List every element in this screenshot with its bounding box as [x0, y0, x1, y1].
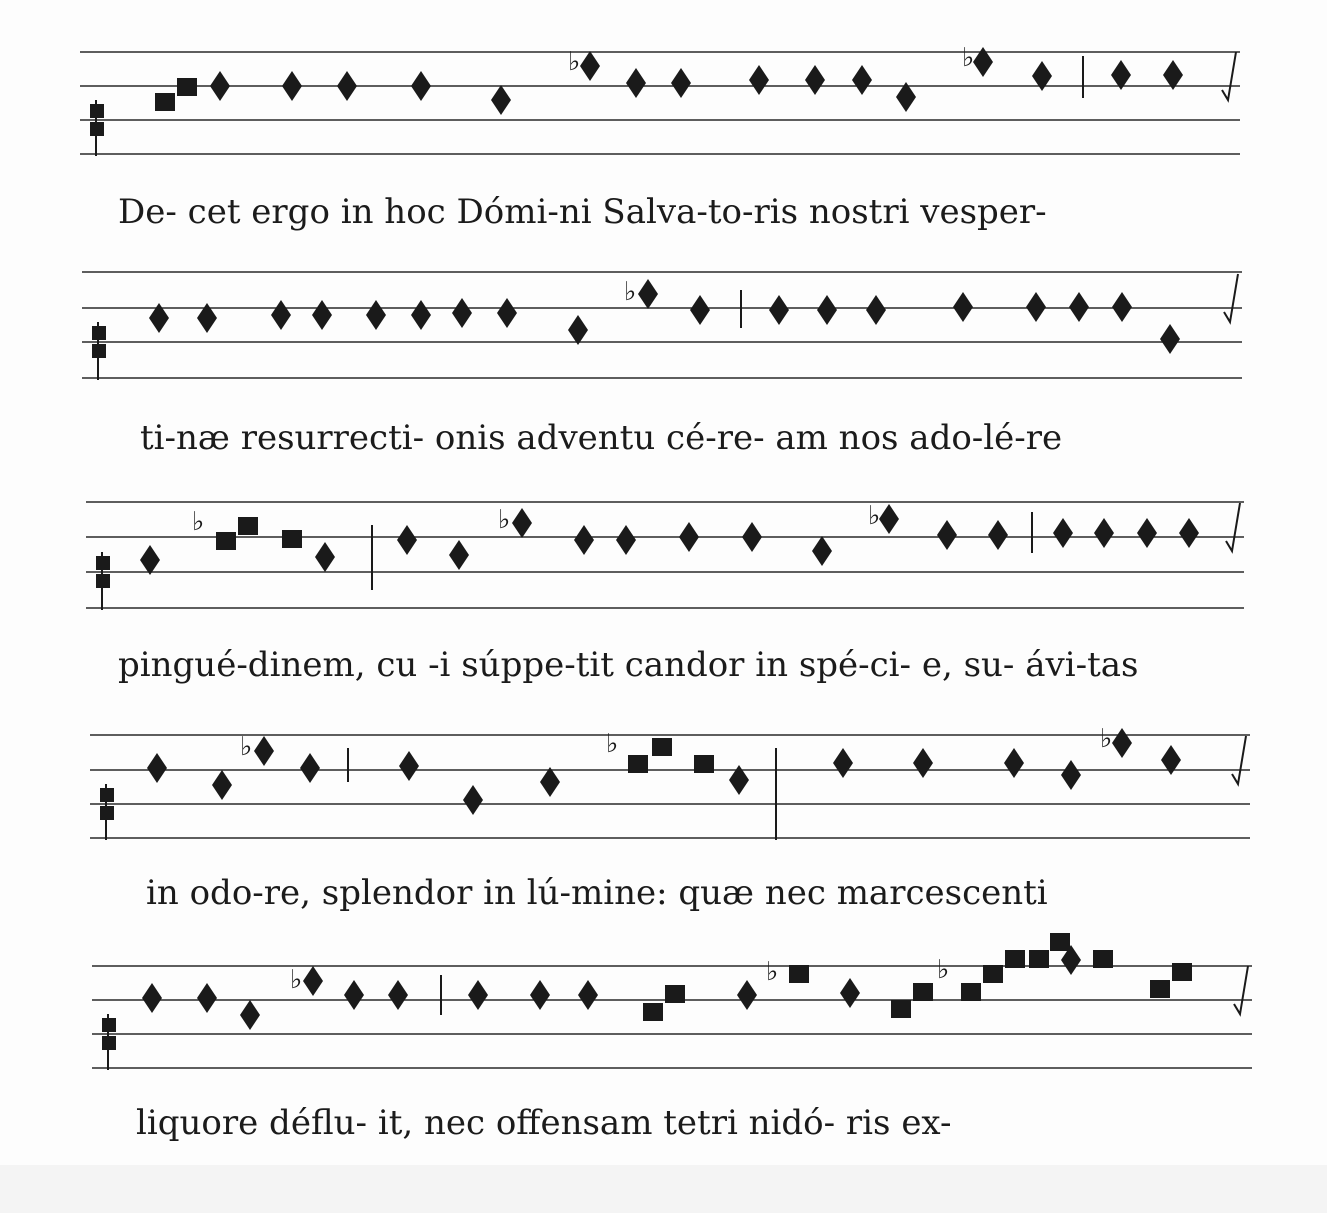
page-bottom-edge: [0, 1165, 1327, 1213]
neume-diamond: [866, 295, 886, 325]
neume-diamond: [140, 545, 160, 575]
neume-square: [628, 755, 648, 773]
neume-diamond: [840, 978, 860, 1008]
neume-diamond: [574, 525, 594, 555]
neume-square: [961, 983, 981, 1001]
neume-diamond: [671, 68, 691, 98]
flat-sign: ♭: [962, 43, 975, 73]
neume-diamond: [540, 767, 560, 797]
neume-diamond: [953, 292, 973, 322]
lyric-line-2: ti-næ resurrecti- onis adventu cé-re- am nos ado-lé-re: [140, 418, 1063, 458]
neume-diamond: [312, 300, 332, 330]
neume-diamond: [315, 542, 335, 572]
neume-square: [1005, 950, 1025, 968]
neume-square: [238, 517, 258, 535]
neume-diamond: [1069, 292, 1089, 322]
neume-diamond: [142, 983, 162, 1013]
neume-diamond: [254, 736, 274, 766]
neume-diamond: [197, 983, 217, 1013]
neume-square: [282, 530, 302, 548]
flat-sign: ♭: [192, 507, 205, 537]
neume-diamond: [568, 315, 588, 345]
neume-diamond: [212, 770, 232, 800]
neume-diamond: [1112, 728, 1132, 758]
custos-mark: [1232, 736, 1246, 784]
neume-diamond: [1053, 518, 1073, 548]
neume-diamond: [988, 520, 1008, 550]
neume-diamond: [271, 300, 291, 330]
neume-diamond: [769, 295, 789, 325]
neume-diamond: [805, 65, 825, 95]
flat-sign: ♭: [606, 729, 619, 759]
custos-mark: [1224, 274, 1238, 322]
lyric-line-3: pingué-dinem, cu -i súppe-tit candor in spé-ci- e, su- ávi-tas: [118, 645, 1139, 685]
neume-diamond: [749, 65, 769, 95]
neume-diamond: [1179, 518, 1199, 548]
neume-diamond: [626, 68, 646, 98]
neume-diamond: [1112, 292, 1132, 322]
lyric-line-1: De- cet ergo in hoc Dómi-ni Salva-to-ris nostri vesper-: [118, 192, 1047, 232]
custos-mark: [1234, 966, 1248, 1014]
neume-square: [789, 965, 809, 983]
flat-sign: ♭: [624, 277, 637, 307]
neume-diamond: [1094, 518, 1114, 548]
neume-diamond: [833, 748, 853, 778]
neume-diamond: [337, 71, 357, 101]
neume-diamond: [530, 980, 550, 1010]
neume-diamond: [147, 753, 167, 783]
flat-sign: ♭: [766, 957, 779, 987]
flat-sign: ♭: [290, 965, 303, 995]
neume-diamond: [491, 85, 511, 115]
neume-diamond: [300, 753, 320, 783]
neume-diamond: [497, 298, 517, 328]
neume-diamond: [690, 295, 710, 325]
neume-square: [643, 1003, 663, 1021]
neume-square: [1150, 980, 1170, 998]
neume-diamond: [399, 751, 419, 781]
neume-square: [1172, 963, 1192, 981]
neume-diamond: [1160, 324, 1180, 354]
neume-diamond: [812, 536, 832, 566]
flat-sign: ♭: [868, 501, 881, 531]
neume-square: [694, 755, 714, 773]
neume-diamond: [638, 279, 658, 309]
neume-square: [983, 965, 1003, 983]
neume-diamond: [388, 980, 408, 1010]
flat-sign: ♭: [568, 47, 581, 77]
neume-diamond: [240, 1000, 260, 1030]
neume-diamond: [449, 540, 469, 570]
flat-sign: ♭: [1100, 724, 1113, 754]
neume-diamond: [578, 980, 598, 1010]
neume-diamond: [1026, 292, 1046, 322]
neume-square: [1050, 933, 1070, 951]
lyric-line-4: in odo-re, splendor in lú-mine: quæ nec marcescenti: [146, 873, 1048, 913]
neume-diamond: [397, 525, 417, 555]
neume-diamond: [580, 51, 600, 81]
neume-diamond: [879, 504, 899, 534]
neume-diamond: [913, 748, 933, 778]
neume-square: [652, 738, 672, 756]
neume-square: [177, 78, 197, 96]
neume-diamond: [366, 300, 386, 330]
neume-diamond: [742, 522, 762, 552]
neume-diamond: [937, 520, 957, 550]
neume-square: [665, 985, 685, 1003]
neume-diamond: [737, 980, 757, 1010]
neume-square: [155, 93, 175, 111]
neume-diamond: [411, 71, 431, 101]
neume-square: [216, 532, 236, 550]
neume-diamond: [411, 300, 431, 330]
neume-diamond: [817, 295, 837, 325]
neume-diamond: [452, 298, 472, 328]
flat-sign: ♭: [498, 505, 511, 535]
neume-square: [913, 983, 933, 1001]
neume-diamond: [512, 508, 532, 538]
neume-diamond: [344, 980, 364, 1010]
flat-sign: ♭: [937, 955, 950, 985]
neume-diamond: [303, 966, 323, 996]
custos-mark: [1222, 52, 1236, 100]
custos-mark: [1226, 503, 1240, 551]
neume-square: [1093, 950, 1113, 968]
neume-diamond: [1061, 760, 1081, 790]
neume-diamond: [1004, 748, 1024, 778]
neume-diamond: [210, 71, 230, 101]
neume-square: [1029, 950, 1049, 968]
neume-diamond: [1137, 518, 1157, 548]
neume-diamond: [852, 65, 872, 95]
neume-diamond: [616, 525, 636, 555]
neume-diamond: [463, 785, 483, 815]
neume-diamond: [282, 71, 302, 101]
lyric-line-5: liquore déflu- it, nec offensam tetri nidó- ris ex-: [136, 1103, 952, 1143]
neume-diamond: [468, 980, 488, 1010]
neume-square: [891, 1000, 911, 1018]
neume-diamond: [679, 522, 699, 552]
flat-sign: ♭: [240, 732, 253, 762]
